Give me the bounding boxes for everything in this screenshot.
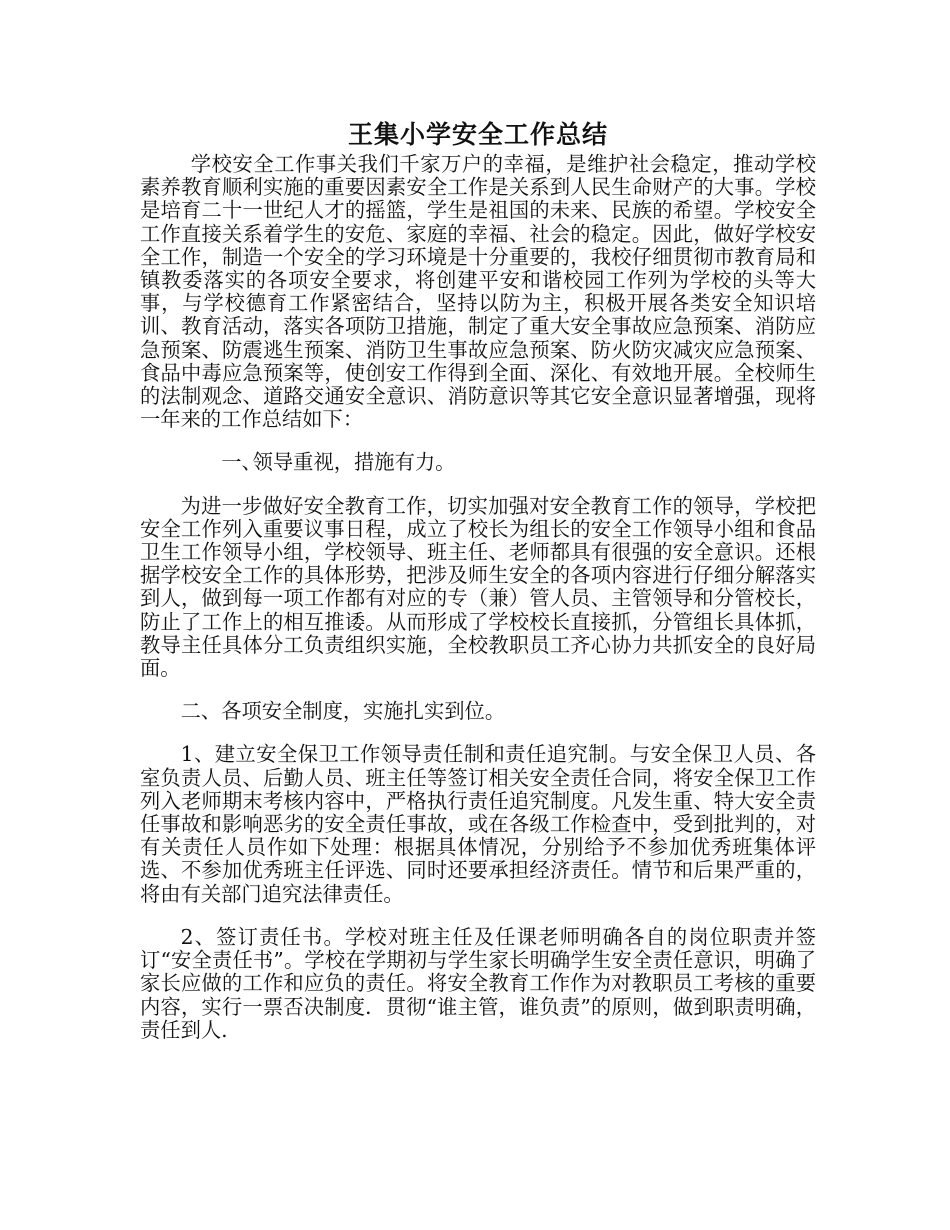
section-1-heading <box>140 451 816 474</box>
item-2-paragraph: 2、签订责任书。学校对班主任及任课老师明确各自的岗位职责并签订“安全责任书”。学校在学期初与学生家长明确学生安全责任意识，明确了家长应做的工作和应负的责任。将安全教育工作作为对教职员工考核的重要内容，实行一票否决制度．贯彻“谁主管，谁负责”的原则，做到职责明确，责任到人. <box>140 924 816 1042</box>
item-1-paragraph: 1、建立安全保卫工作领导责任制和责任追究制。与安全保卫人员、各室负责人员、后勤人员、班主任等签订相关安全责任合同，将安全保卫工作列入老师期末考核内容中，严格执行责任追究制度。凡发生重、特大安全责任事故和影响恶劣的安全责任事故，或在各级工作检查中，受到批判的，对有关责任人员作如下处理：根据具体情况，分别给予不参加优秀班集体评选、不参加优秀班主任评选、同时还要承担经济责任。情节和后果严重的，将由有关部门追究法律责任。 <box>140 742 816 906</box>
document-title: 王集小学安全工作总结 <box>347 120 608 149</box>
section-1-body: 为进一步做好安全教育工作，切实加强对安全教育工作的领导，学校把安全工作列入重要议事日程，成立了校长为组长的安全工作领导小组和食品卫生工作领导小组，学校领导、班主任、老师都具有很强的安全意识。还根据学校安全工作的具体形势，把涉及师生安全的各项内容进行仔细分解落实到人，做到每一项工作都有对应的专（兼）管人员、主管领导和分管校长，防止了工作上的相互推诿。从而形成了学校校长直接抓，分管组长具体抓，教导主任具体分工负责组织实施，全校教职员工齐心协力共抓安全的良好局面。 <box>140 493 816 681</box>
section-2-heading: 二、各项安全制度，实施扎实到位。 <box>180 699 506 724</box>
intro-paragraph: 学校安全工作事关我们千家万户的幸福，是维护社会稳定，推动学校素养教育顺利实施的重要因素安全工作是关系到人民生命财产的大事。学校是培育二十一世纪人才的摇篮，学生是祖国的未来、民族的希望。学校安全工作直接关系着学生的安危、家庭的幸福、社会的稳定。因此，做好学校安全工作，制造一个安全的学习环境是十分重要的，我校仔细贯彻市教育局和镇教委落实的各项安全要求，将创建平安和谐校园工作列为学校的头等大事，与学校德育工作紧密结合，坚持以防为主，积极开展各类安全知识培训、教育活动，落实各项防卫措施，制定了重大安全事故应急预案、消防应急预案、防震逃生预案、消防卫生事故应急预案、防火防灾减灾应急预案、食品中毒应急预案等，使创安工作得到全面、深化、有效地开展。全校师生的法制观念、道路交通安全意识、消防意识等其它安全意识显著增强，现将一年来的工作总结如下： <box>140 152 816 432</box>
section-1-number: 一、 <box>221 450 262 475</box>
document-body <box>140 118 816 1042</box>
section-1-title: 领导重视，措施有力。 <box>252 450 456 475</box>
